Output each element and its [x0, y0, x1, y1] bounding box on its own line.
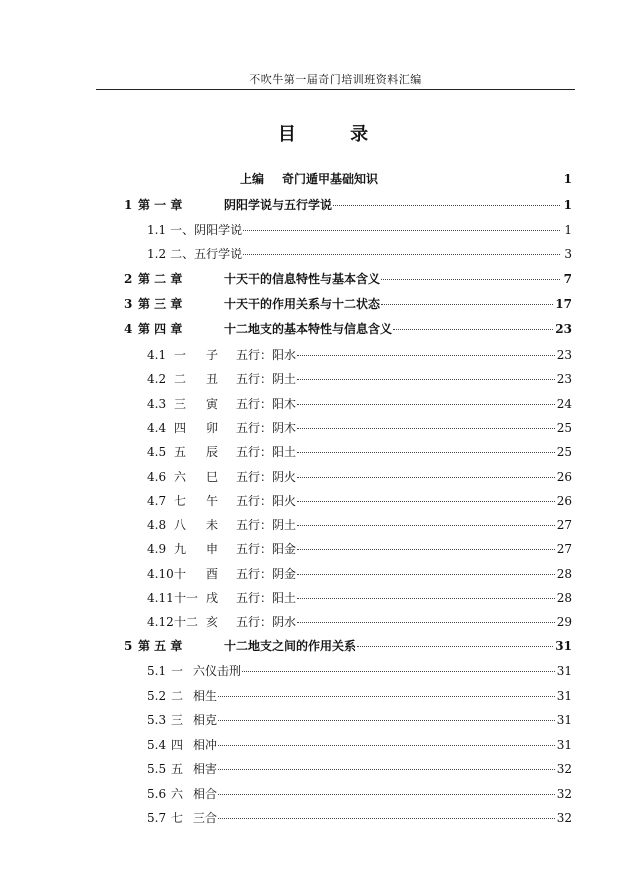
part-title: 奇门遁甲基础知识 [282, 172, 379, 186]
toc-section-entry[interactable] [147, 245, 572, 263]
toc-section-entry[interactable] [147, 809, 572, 827]
section-number: 5.5 [147, 762, 167, 776]
section-branch: 亥 [206, 615, 219, 630]
section-ordinal: 一 [171, 664, 184, 678]
section-number: 5.2 [147, 688, 167, 703]
dot-leader [218, 769, 555, 770]
page-number: 32 [556, 786, 572, 801]
page-number: 31 [556, 737, 572, 752]
chapter-number: 3 [124, 297, 133, 311]
section-number: 4.1 [147, 348, 167, 362]
page-number: 23 [556, 372, 572, 387]
page-number: 1 [563, 198, 572, 212]
dot-leader [297, 501, 555, 502]
page-number: 25 [556, 445, 572, 460]
section-number: 1.2 [147, 247, 167, 261]
section-number: 5.3 [147, 713, 167, 727]
section-ordinal: 二 [174, 372, 187, 387]
dot-leader [243, 230, 560, 231]
toc-section-entry[interactable] [147, 540, 572, 558]
dot-leader [297, 428, 555, 429]
section-title: 相合 [193, 786, 218, 801]
section-number: 4.4 [147, 420, 167, 435]
section-element: 五行：阴水 [236, 615, 297, 630]
section-number: 4.2 [147, 372, 167, 387]
page-number: 28 [556, 566, 572, 581]
section-branch: 戌 [206, 591, 219, 605]
chapter-label: 第 三 章 [138, 297, 183, 311]
chapter-title: 十天干的信息特性与基本含义 [224, 272, 381, 286]
toc-section-entry[interactable] [147, 736, 572, 754]
section-branch: 巳 [206, 469, 219, 484]
section-element: 五行：阳水 [236, 348, 297, 362]
section-title: 相生 [193, 688, 218, 703]
page-number: 1 [564, 223, 572, 237]
section-branch: 卯 [206, 420, 219, 435]
toc-section-entry[interactable] [147, 565, 572, 583]
toc-chapter-entry[interactable] [124, 196, 572, 214]
page-number: 31 [555, 639, 572, 653]
header-rule [96, 89, 575, 90]
section-number: 4.11 [147, 591, 174, 605]
section-branch: 午 [206, 493, 219, 508]
toc-section-entry[interactable] [147, 370, 572, 388]
section-branch: 子 [206, 348, 219, 362]
chapter-title: 十二地支之间的作用关系 [224, 639, 357, 653]
chapter-number: 1 [124, 198, 133, 212]
dot-leader [297, 355, 555, 356]
section-branch: 寅 [206, 396, 219, 411]
page-number: 31 [556, 688, 572, 703]
dot-leader [218, 818, 555, 819]
chapter-number: 4 [124, 322, 133, 336]
toc-part-entry[interactable] [240, 170, 572, 188]
section-branch: 酉 [206, 566, 219, 581]
section-ordinal: 三 [171, 713, 184, 727]
chapter-label: 第 二 章 [138, 272, 183, 286]
toc-section-entry[interactable] [147, 468, 572, 486]
dot-leader [297, 525, 555, 526]
toc-section-entry[interactable] [147, 785, 572, 803]
section-element: 五行：阴火 [236, 469, 297, 484]
toc-section-entry[interactable] [147, 395, 572, 413]
section-number: 4.7 [147, 493, 167, 508]
section-title: 一、阴阳学说 [170, 223, 243, 237]
section-branch: 申 [206, 542, 219, 557]
toc-section-entry[interactable] [147, 662, 572, 680]
toc-section-entry[interactable] [147, 589, 572, 607]
toc-chapter-entry[interactable] [124, 320, 572, 338]
section-element: 五行：阴金 [236, 566, 297, 581]
dot-leader [242, 671, 555, 672]
section-ordinal: 八 [174, 518, 187, 533]
section-element: 五行：阳土 [236, 445, 297, 460]
section-number: 4.12 [147, 615, 174, 630]
section-element: 五行：阳火 [236, 493, 297, 508]
chapter-number: 5 [124, 639, 133, 653]
section-element: 五行：阳木 [236, 396, 297, 411]
section-number: 4.3 [147, 396, 167, 411]
section-ordinal: 四 [171, 737, 184, 752]
page-number: 25 [556, 420, 572, 435]
toc-section-entry[interactable] [147, 221, 572, 239]
section-title: 相克 [193, 713, 218, 727]
dot-leader [357, 646, 553, 647]
chapter-title: 十天干的作用关系与十二状态 [224, 297, 381, 311]
section-ordinal: 五 [171, 762, 184, 776]
section-number: 5.1 [147, 664, 167, 678]
page-number: 23 [556, 348, 572, 362]
page-number: 31 [556, 664, 572, 678]
section-title: 六仪击刑 [193, 664, 242, 678]
section-ordinal: 七 [174, 493, 187, 508]
section-element: 五行：阴土 [236, 518, 297, 533]
dot-leader [218, 720, 555, 721]
page-number: 24 [556, 396, 572, 411]
toc-section-entry[interactable] [147, 346, 572, 364]
section-ordinal: 七 [171, 811, 184, 825]
dot-leader [381, 304, 553, 305]
section-element: 五行：阳金 [236, 542, 297, 557]
toc-section-entry[interactable] [147, 613, 572, 631]
section-ordinal: 九 [174, 542, 187, 557]
section-number: 1.1 [147, 223, 167, 237]
toc-section-entry[interactable] [147, 760, 572, 778]
toc-section-entry[interactable] [147, 492, 572, 510]
dot-leader [393, 329, 553, 330]
toc-section-entry[interactable] [147, 711, 572, 729]
section-ordinal: 六 [171, 786, 184, 801]
chapter-title: 十二地支的基本特性与信息含义 [224, 322, 393, 336]
page-number: 27 [556, 518, 572, 533]
page-number: 26 [556, 493, 572, 508]
section-ordinal: 十二 [174, 615, 199, 630]
toc-chapter-entry[interactable] [124, 270, 572, 288]
section-ordinal: 四 [174, 420, 187, 435]
section-branch: 丑 [206, 372, 219, 387]
section-branch: 未 [206, 518, 219, 533]
dot-leader [297, 379, 555, 380]
toc-title: 目 录 [277, 124, 393, 145]
page-number: 17 [555, 297, 572, 311]
toc-section-entry[interactable] [147, 687, 572, 705]
toc-section-entry[interactable] [147, 443, 572, 461]
dot-leader [297, 404, 555, 405]
page-number: 3 [564, 247, 572, 261]
dot-leader [297, 574, 555, 575]
section-number: 5.7 [147, 811, 167, 825]
page-number: 7 [563, 272, 572, 286]
section-title: 三合 [193, 811, 218, 825]
dot-leader [297, 598, 555, 599]
part-label: 上编 [240, 172, 265, 186]
dot-leader [333, 205, 560, 206]
section-title: 二、五行学说 [170, 247, 243, 261]
chapter-label: 第 四 章 [138, 322, 183, 336]
section-number: 5.6 [147, 786, 167, 801]
toc-section-entry[interactable] [147, 516, 572, 534]
section-element: 五行：阳土 [236, 591, 297, 605]
page-number: 23 [555, 322, 572, 336]
page-number: 26 [556, 469, 572, 484]
section-branch: 辰 [206, 445, 219, 460]
chapter-label: 第 五 章 [138, 639, 183, 653]
section-ordinal: 十 [174, 566, 187, 581]
section-number: 4.10 [147, 566, 174, 581]
page-number: 32 [556, 762, 572, 776]
section-number: 4.8 [147, 518, 167, 533]
section-title: 相害 [193, 762, 218, 776]
page-number: 1 [563, 172, 572, 186]
section-number: 5.4 [147, 737, 167, 752]
section-element: 五行：阴木 [236, 420, 297, 435]
dot-leader [218, 745, 555, 746]
section-ordinal: 二 [171, 688, 184, 703]
chapter-title: 阴阳学说与五行学说 [224, 198, 333, 212]
section-number: 4.6 [147, 469, 167, 484]
page-number: 29 [556, 615, 572, 630]
page-number: 32 [556, 811, 572, 825]
dot-leader [297, 549, 555, 550]
section-number: 4.9 [147, 542, 167, 557]
page-number: 27 [556, 542, 572, 557]
section-title: 相冲 [193, 737, 218, 752]
toc-section-entry[interactable] [147, 419, 572, 437]
toc-chapter-entry[interactable] [124, 295, 572, 313]
page-number: 28 [556, 591, 572, 605]
dot-leader [218, 696, 555, 697]
running-header: 不吹牛第一届奇门培训班资料汇编 [249, 73, 422, 86]
page-number: 31 [556, 713, 572, 727]
section-ordinal: 五 [174, 445, 187, 460]
dot-leader [297, 452, 555, 453]
toc-chapter-entry[interactable] [124, 637, 572, 655]
section-ordinal: 一 [174, 348, 187, 362]
dot-leader [381, 279, 560, 280]
section-number: 4.5 [147, 445, 167, 460]
chapter-label: 第 一 章 [138, 198, 183, 212]
section-element: 五行：阴土 [236, 372, 297, 387]
dot-leader [297, 477, 555, 478]
chapter-number: 2 [124, 272, 133, 286]
dot-leader [218, 794, 555, 795]
section-ordinal: 六 [174, 469, 187, 484]
dot-leader [297, 622, 555, 623]
section-ordinal: 三 [174, 396, 187, 411]
dot-leader [243, 254, 560, 255]
section-ordinal: 十一 [174, 591, 199, 605]
